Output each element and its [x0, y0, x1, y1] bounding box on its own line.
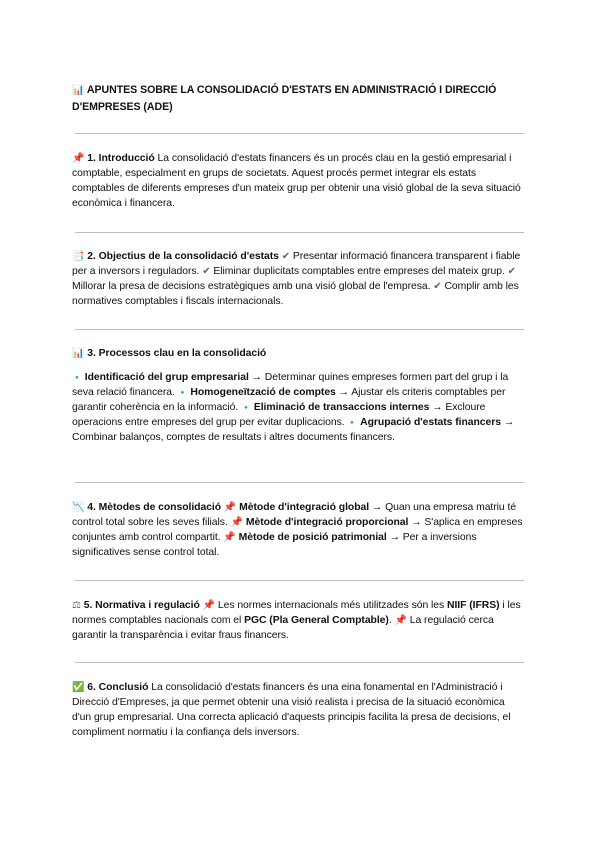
section-text: La consolidació d'estats financers és una eina fonamental en l'Administració i Direcció d'Empreses, ja que permet obtenir una visió realista i precisa de la situació econòmica d'un grup empresarial. Una correcta aplicació d'aquests principis facilita la presa de decisions, el compliment normatiu i la confiança dels inversors.	[72, 682, 511, 738]
divider	[75, 329, 524, 330]
process-text: → Ajustar els criteris comptables per garantir coherència en la informació.	[72, 387, 506, 413]
section-heading: 6. Conclusió	[87, 682, 149, 693]
blue-diamond-icon: 🔹	[177, 388, 188, 397]
divider	[75, 133, 524, 134]
section-heading: 2. Objectius de la consolidació d'estats	[87, 251, 279, 262]
pushpin-icon: 📌	[72, 153, 85, 164]
section-heading: 4. Mètodes de consolidació	[87, 502, 222, 513]
pushpin-icon: 📌	[223, 532, 236, 543]
check-mark-icon: ✔	[433, 281, 442, 292]
section-heading: 3. Processos clau en la consolidació	[87, 348, 267, 359]
section-introduction	[72, 151, 524, 211]
method-term: Mètode de posició patrimonial	[238, 532, 387, 543]
divider	[75, 482, 524, 483]
method-term: Mètode d'integració proporcional	[245, 517, 409, 528]
section-methods	[72, 500, 524, 560]
objective-item: Eliminar duplicitats comptables entre empreses del mateix grup.	[210, 266, 508, 277]
document-title	[72, 82, 524, 115]
section-heading: 5. Normativa i regulació	[83, 600, 200, 611]
bar-chart-icon: 📊	[72, 85, 85, 96]
divider	[75, 232, 524, 233]
check-mark-icon: ✔	[281, 251, 291, 262]
method-term: Mètode d'integració global	[239, 502, 370, 513]
balance-scale-icon: ⚖	[72, 600, 81, 611]
method-text: → Quan una empresa matriu té control total sobre les seves filials.	[72, 502, 517, 528]
method-text: → Per a inversions significatives sense control total.	[72, 532, 477, 558]
bookmark-tabs-icon: 📑	[72, 251, 85, 262]
section-regulation	[72, 598, 524, 643]
section-text: La consolidació d'estats financers és un procés clau en la gestió empresarial i comptable, especialment en grups de societats. Aquest procés permet integrar els estats comptables de diferents empreses d'un mateix grup per obtenir una visió global de la seva situació econòmica i financera.	[72, 153, 521, 209]
method-text: → S'aplica en empreses conjuntes amb control compartit.	[72, 517, 523, 543]
section-conclusion	[72, 680, 524, 740]
blue-diamond-icon: 🔹	[241, 403, 251, 412]
section-key-processes	[72, 346, 524, 445]
section-objectives	[72, 249, 524, 309]
niif-term: NIIF (IFRS)	[446, 600, 500, 611]
process-term: Agrupació d'estats financers	[360, 417, 501, 428]
process-term: Eliminació de transaccions internes	[253, 402, 430, 413]
process-term: Homogeneïtzació de comptes	[190, 387, 336, 398]
chart-decreasing-icon: 📉	[72, 502, 85, 513]
regulation-text: i les normes comptables nacionals com el	[72, 600, 521, 626]
process-text: → Combinar balanços, comptes de resultats i altres documents financers.	[72, 417, 515, 443]
section-heading: 1. Introducció	[87, 153, 155, 164]
divider	[75, 662, 524, 663]
blue-diamond-icon: 🔹	[347, 418, 358, 427]
check-mark-icon: ✔	[507, 266, 516, 277]
divider	[75, 580, 524, 581]
regulation-text: .	[388, 615, 395, 626]
bar-chart-icon: 📊	[72, 348, 85, 359]
pushpin-icon: 📌	[230, 517, 244, 528]
pushpin-icon: 📌	[394, 615, 407, 626]
blue-diamond-icon: 🔹	[72, 373, 82, 382]
process-text: → Determinar quines empreses formen part del grup i la seva relació financera.	[72, 372, 509, 398]
green-check-icon: ✅	[72, 682, 85, 693]
check-mark-icon: ✔	[202, 266, 211, 277]
process-term: Identificació del grup empresarial	[84, 372, 249, 383]
objective-item: Presentar informació financera transparent i fiable per a inversors i reguladors.	[72, 251, 521, 277]
pgc-term: PGC (Pla General Comptable)	[244, 615, 389, 626]
objective-item: Complir amb les normatives comptables i fiscals internacionals.	[72, 281, 519, 307]
pushpin-icon: 📌	[202, 600, 216, 611]
pushpin-icon: 📌	[223, 502, 237, 513]
process-text: → Excloure operacions entre empreses del grup per evitar duplicacions.	[72, 402, 486, 428]
title-text: APUNTES SOBRE LA CONSOLIDACIÓ D'ESTATS EN ADMINISTRACIÓ I DIRECCIÓ D'EMPRESES (ADE)	[72, 84, 497, 113]
objective-item: Millorar la presa de decisions estratègiques amb una visió global de l'empresa.	[72, 281, 434, 292]
regulation-text: Les normes internacionals més utilitzades són les	[215, 600, 447, 611]
regulation-text: La regulació cerca garantir la transparència i evitar fraus financers.	[72, 615, 494, 641]
